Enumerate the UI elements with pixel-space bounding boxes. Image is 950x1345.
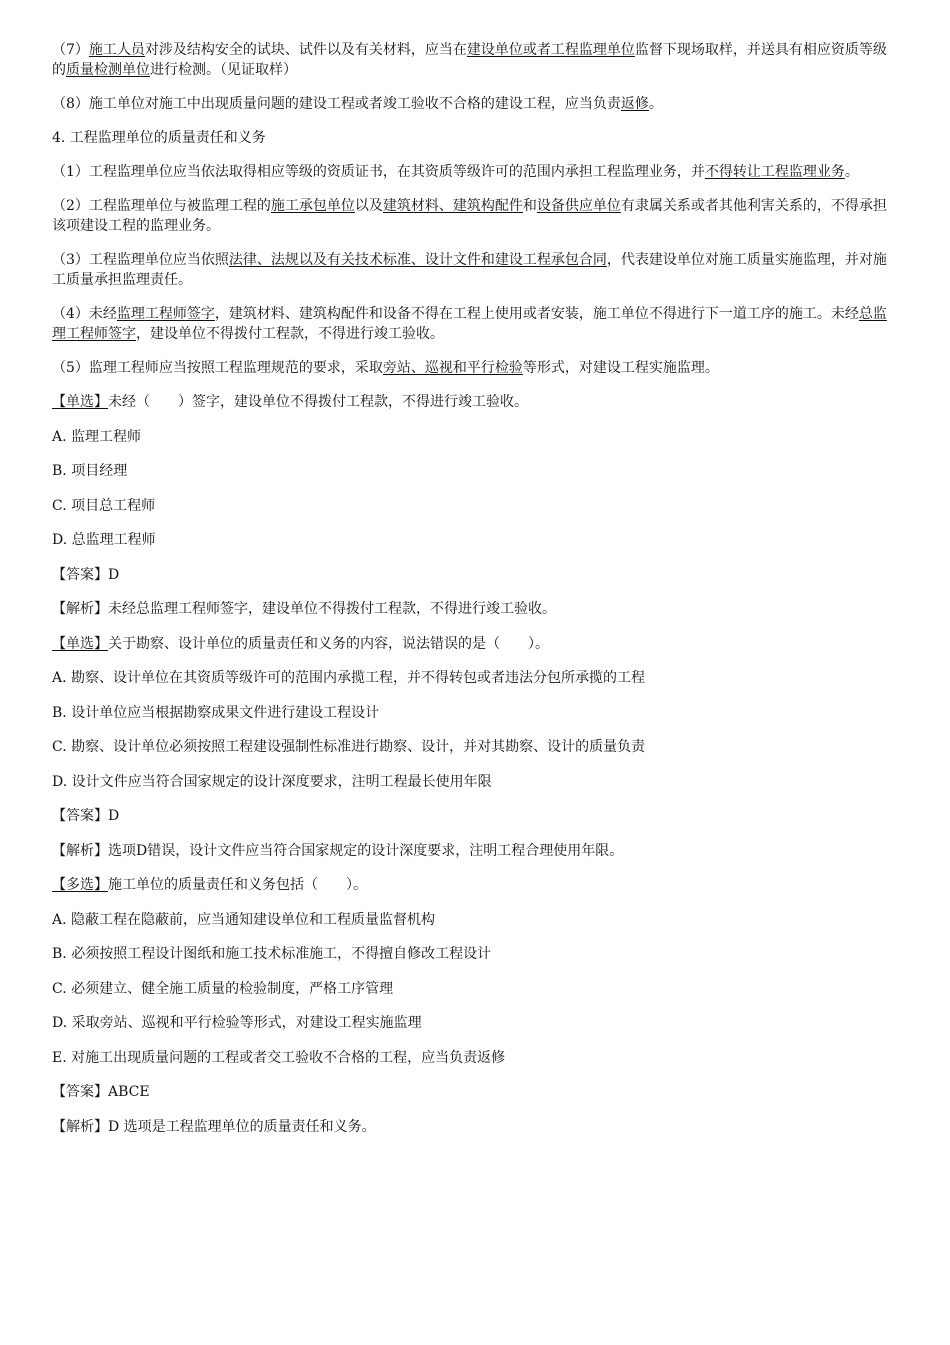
option-b: B. 项目经理: [52, 463, 128, 479]
option-d: D. 设计文件应当符合国家规定的设计深度要求，注明工程最长使用年限: [52, 773, 492, 790]
option-e: E. 对施工出现质量问题的工程或者交工验收不合格的工程，应当负责返修: [52, 1049, 506, 1066]
underlined-term: 施工人员: [88, 42, 145, 58]
underlined-term: 监理工程师签字: [116, 306, 215, 322]
option-b: B. 设计单位应当根据勘察成果文件进行建设工程设计: [52, 704, 380, 721]
underlined-term: 总监理工程师签字: [52, 306, 887, 342]
analysis: 【解析】未经总监理工程师签字，建设单位不得拨付工程款，不得进行竣工验收。: [52, 601, 556, 617]
option-c: C. 项目总工程师: [52, 497, 156, 514]
underlined-term: 返修: [620, 96, 649, 112]
underlined-term: 设备供应单位: [536, 198, 621, 214]
section4-item-3: （3）工程监理单位应当依照法律、法规以及有关技术标准、设计文件和建设工程承包合同，代表建设单位对施工质量实施监理，并对施工质量承担监理责任。: [52, 252, 887, 288]
question-3: [52, 875, 892, 1137]
section4-item-5: （5）监理工程师应当按照工程监理规范的要求，采取旁站、巡视和平行检验等形式，对建设工程实施监理。: [52, 360, 719, 376]
answer: 【答案】D: [52, 808, 120, 824]
question-type-tag: 【多选】: [52, 877, 108, 893]
question-type-tag: 【单选】: [52, 635, 108, 652]
option-d: D. 总监理工程师: [52, 532, 156, 548]
option-a: A. 监理工程师: [52, 428, 142, 445]
answer: 【答案】ABCE: [52, 1084, 150, 1100]
question-stem: 【多选】施工单位的质量责任和义务包括（ ）。: [52, 877, 367, 893]
question-2: [52, 634, 892, 861]
option-a: A. 隐蔽工程在隐蔽前，应当通知建设单位和工程质量监督机构: [52, 911, 436, 928]
prev-item-8: （8）施工单位对施工中出现质量问题的建设工程或者竣工验收不合格的建设工程，应当负责返修。: [52, 96, 663, 112]
question-type-tag: 【单选】: [52, 394, 108, 410]
option-d: D. 采取旁站、巡视和平行检验等形式，对建设工程实施监理: [52, 1015, 422, 1031]
option-b: B. 必须按照工程设计图纸和施工技术标准施工，不得擅自修改工程设计: [52, 946, 492, 962]
prev-item-7: （7）施工人员对涉及结构安全的试块、试件以及有关材料，应当在建设单位或者工程监理单位监督下现场取样，并送具有相应资质等级的质量检测单位进行检测。（见证取样）: [52, 42, 887, 78]
section4-item-2: （2）工程监理单位与被监理工程的施工承包单位以及建筑材料、建筑构配件和设备供应单位有隶属关系或者其他利害关系的，不得承担该项建设工程的监理业务。: [52, 198, 887, 234]
section4-item-1: （1）工程监理单位应当依法取得相应等级的资质证书，在其资质等级许可的范围内承担工程监理业务，并不得转让工程监理业务。: [52, 164, 859, 180]
option-c: C. 勘察、设计单位必须按照工程建设强制性标准进行勘察、设计，并对其勘察、设计的质量负责: [52, 739, 646, 755]
underlined-term: 施工承包单位: [270, 198, 355, 214]
document-page: [52, 40, 892, 1151]
question-stem: 【单选】未经（ ）签字，建设单位不得拨付工程款，不得进行竣工验收。: [52, 394, 528, 410]
underlined-term: 质量检测单位: [66, 62, 150, 78]
section-heading: 4. 工程监理单位的质量责任和义务: [52, 130, 266, 146]
option-c: C. 必须建立、健全施工质量的检验制度，严格工序管理: [52, 980, 394, 997]
underlined-term: 建设单位或者工程监理单位: [466, 42, 635, 58]
section4-item-4: （4）未经监理工程师签字，建筑材料、建筑构配件和设备不得在工程上使用或者安装，施工单位不得进行下一道工序的施工。未经总监理工程师签字，建设单位不得拨付工程款，不得进行竣工验收。: [52, 306, 887, 342]
analysis: 【解析】选项D错误，设计文件应当符合国家规定的设计深度要求，注明工程合理使用年限。: [52, 842, 624, 859]
option-a: A. 勘察、设计单位在其资质等级许可的范围内承揽工程，并不得转包或者违法分包所承揽的工程: [52, 670, 646, 686]
question-1: [52, 392, 892, 619]
underlined-term: 法律、法规以及有关技术标准、设计文件和建设工程承包合同: [228, 252, 607, 268]
underlined-term: 建筑材料、建筑构配件: [382, 198, 523, 214]
question-stem: 【单选】关于勘察、设计单位的质量责任和义务的内容，说法错误的是（ ）。: [52, 635, 549, 652]
underlined-term: 不得转让工程监理业务: [704, 164, 845, 180]
answer: 【答案】D: [52, 566, 120, 583]
analysis: 【解析】D 选项是工程监理单位的质量责任和义务。: [52, 1118, 376, 1135]
underlined-term: 旁站、巡视和平行检验: [382, 360, 523, 376]
